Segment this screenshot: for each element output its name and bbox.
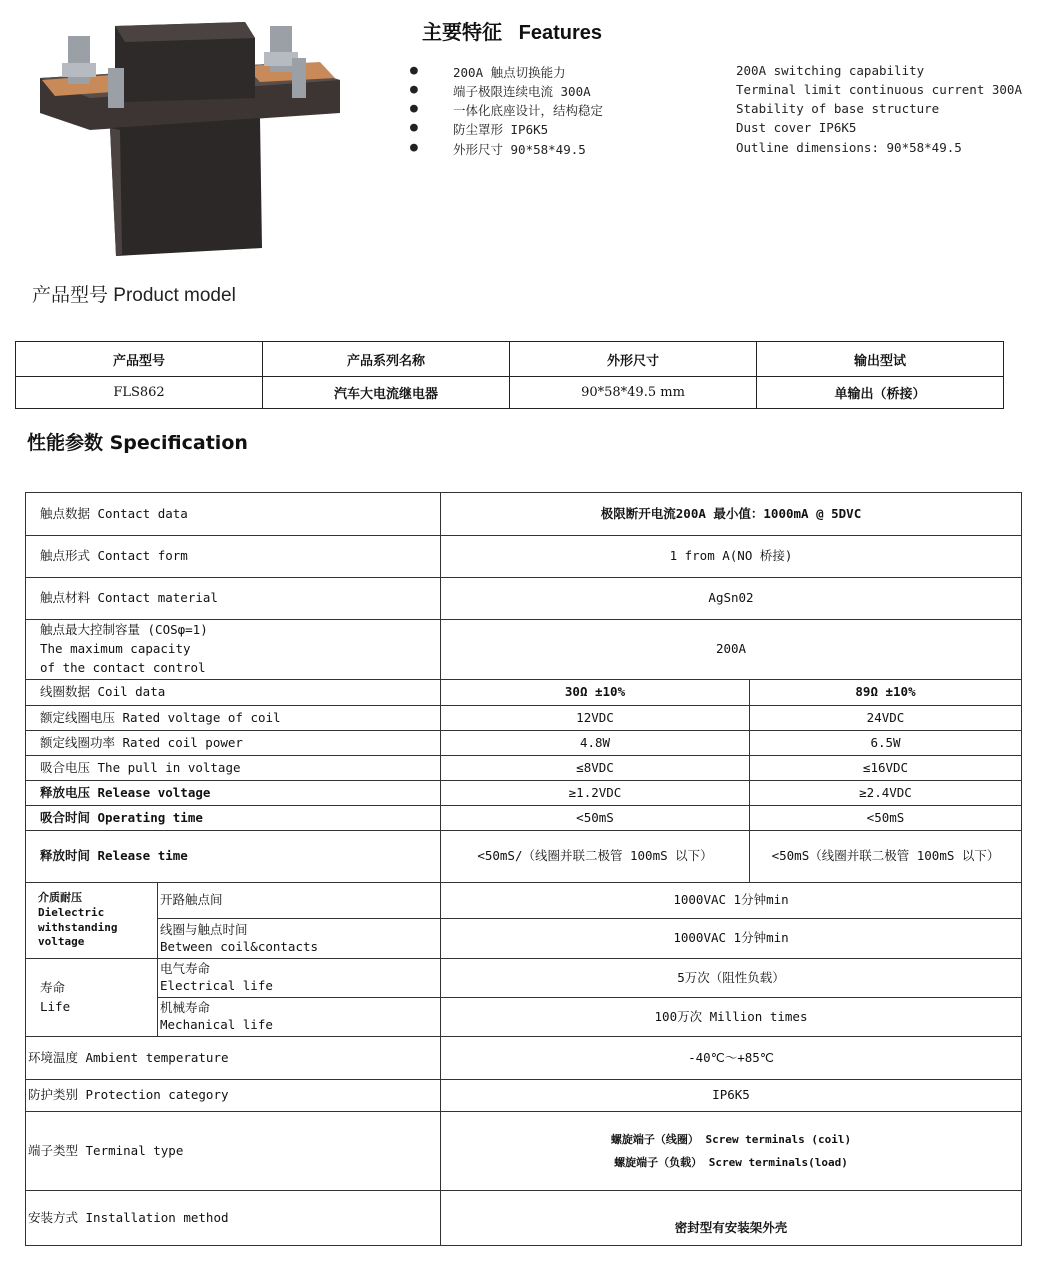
spec-value: ≤16VDC	[750, 756, 1022, 781]
feature-zh: 端子极限连续电流 300A	[453, 84, 591, 99]
header-cell: 输出型试	[757, 342, 1004, 377]
specification-heading: 性能参数 Specification	[27, 432, 248, 454]
spec-value: 24VDC	[750, 706, 1022, 731]
feature-en: Stability of base structure	[736, 101, 940, 116]
relay-product-image	[30, 18, 350, 268]
spec-value: 5万次（阻性负载）	[441, 959, 1022, 998]
product-model-heading: 产品型号 Product model	[32, 285, 236, 306]
spec-row	[26, 1112, 1022, 1191]
header-cell: 外形尺寸	[510, 342, 757, 377]
spec-row	[26, 806, 1022, 831]
spec-group-label	[26, 959, 158, 1037]
spec-row	[26, 536, 1022, 578]
label-line: Dielectric	[38, 905, 105, 919]
spec-value	[441, 1112, 1022, 1191]
spec-row	[26, 706, 1022, 731]
spec-label: 释放时间 Release time	[26, 831, 441, 883]
spec-label: 吸合电压 The pull in voltage	[26, 756, 441, 781]
spec-value: ≥2.4VDC	[750, 781, 1022, 806]
spec-sublabel	[158, 919, 441, 959]
table-row	[16, 377, 1004, 409]
label-line: 机械寿命	[160, 1000, 211, 1016]
spec-row	[26, 731, 1022, 756]
spec-value: <50mS	[750, 806, 1022, 831]
spec-value: IP6K5	[441, 1080, 1022, 1112]
spec-label: 防护类别 Protection category	[26, 1080, 441, 1112]
spec-label: 额定线圈功率 Rated coil power	[26, 731, 441, 756]
feature-item	[410, 101, 1030, 120]
label-line: 寿命	[40, 980, 66, 996]
bullet-icon: ●	[410, 82, 418, 97]
spec-label: 触点数据 Contact data	[26, 493, 441, 536]
spec-value: 密封型有安装架外壳	[441, 1191, 1022, 1246]
label-line: 电气寿命	[160, 961, 211, 977]
header-cell: 产品型号	[16, 342, 263, 377]
spec-value: 1000VAC 1分钟min	[441, 919, 1022, 959]
label-line: voltage	[38, 935, 85, 949]
spec-value: 200A	[441, 620, 1022, 680]
spec-label	[26, 620, 441, 680]
spec-row	[26, 831, 1022, 883]
spec-value: -40℃～+85℃	[441, 1037, 1022, 1080]
spec-sublabel: 开路触点间	[158, 883, 441, 919]
label-line: Between coil&contacts	[160, 938, 319, 954]
spec-row	[26, 493, 1022, 536]
table-cell: 单输出（桥接）	[757, 377, 1004, 409]
label-line: Life	[40, 998, 71, 1014]
label-line: 线圈与触点时间	[160, 921, 248, 937]
spec-value: 100万次 Million times	[441, 998, 1022, 1037]
label-line: withstanding	[38, 920, 118, 934]
spec-sublabel	[158, 998, 441, 1037]
spec-row	[26, 680, 1022, 706]
bullet-icon: ●	[410, 101, 418, 116]
spec-value: <50mS（线圈并联二极管 100mS 以下）	[750, 831, 1022, 883]
label-line: Electrical life	[160, 978, 273, 993]
spec-value: 1000VAC 1分钟min	[441, 883, 1022, 919]
spec-label: 触点形式 Contact form	[26, 536, 441, 578]
feature-zh: 一体化底座设计，结构稳定	[453, 103, 604, 118]
table-cell: 汽车大电流继电器	[263, 377, 510, 409]
label-line: Mechanical life	[160, 1017, 273, 1032]
label-line: of the contact control	[40, 659, 206, 675]
spec-label: 触点材料 Contact material	[26, 578, 441, 620]
spec-label: 端子类型 Terminal type	[26, 1112, 441, 1191]
spec-row	[26, 620, 1022, 680]
spec-value: 1 from A(NO 桥接)	[441, 536, 1022, 578]
feature-item	[410, 82, 1030, 101]
product-model-table	[15, 341, 1004, 409]
spec-label: 吸合时间 Operating time	[26, 806, 441, 831]
spec-row	[26, 1080, 1022, 1112]
feature-en: 200A switching capability	[736, 63, 925, 78]
feature-en: Terminal limit continuous current 300A	[736, 82, 1022, 97]
label-line: 触点最大控制容量 (COSφ=1)	[40, 622, 208, 638]
feature-en: Outline dimensions: 90*58*49.5	[736, 140, 962, 155]
bullet-icon: ●	[410, 63, 418, 78]
spec-value: AgSn02	[441, 578, 1022, 620]
spec-row	[26, 883, 1022, 919]
spec-value: ≤8VDC	[441, 756, 750, 781]
bullet-icon: ●	[410, 140, 418, 155]
feature-zh: 外形尺寸 90*58*49.5	[453, 142, 586, 157]
spec-value: <50mS	[441, 806, 750, 831]
spec-row	[26, 578, 1022, 620]
header-cell: 产品系列名称	[263, 342, 510, 377]
feature-zh: 200A 触点切换能力	[453, 65, 566, 80]
spec-value: 6.5W	[750, 731, 1022, 756]
value-line: 螺旋端子（线圈） Screw terminals (coil)	[610, 1132, 852, 1146]
spec-sublabel	[158, 959, 441, 998]
spec-row	[26, 919, 1022, 959]
feature-item	[410, 140, 1030, 159]
feature-item	[410, 120, 1030, 139]
spec-value: ≥1.2VDC	[441, 781, 750, 806]
table-header-row	[16, 342, 1004, 377]
features-heading: 主要特征 Features	[422, 22, 603, 44]
table-cell: FLS862	[16, 377, 263, 409]
label-line: 介质耐压	[38, 890, 82, 904]
spec-label: 环境温度 Ambient temperature	[26, 1037, 441, 1080]
spec-row	[26, 1037, 1022, 1080]
spec-row	[26, 1191, 1022, 1246]
spec-label: 安装方式 Installation method	[26, 1191, 441, 1246]
spec-value: <50mS/（线圈并联二极管 100mS 以下）	[441, 831, 750, 883]
spec-group-label	[26, 883, 158, 959]
specification-table	[25, 492, 1022, 1246]
spec-value: 30Ω ±10%	[441, 680, 750, 706]
spec-row	[26, 756, 1022, 781]
table-cell: 90*58*49.5 mm	[510, 377, 757, 409]
label-line: The maximum capacity	[40, 641, 191, 657]
spec-value: 12VDC	[441, 706, 750, 731]
value-line: 螺旋端子（负载） Screw terminals(load)	[614, 1156, 848, 1169]
spec-row	[26, 959, 1022, 998]
feature-zh: 防尘罩形 IP6K5	[453, 122, 549, 137]
feature-en: Dust cover IP6K5	[736, 120, 857, 135]
spec-row	[26, 781, 1022, 806]
spec-row	[26, 998, 1022, 1037]
spec-label: 线圈数据 Coil data	[26, 680, 441, 706]
bullet-icon: ●	[410, 120, 418, 135]
spec-value: 89Ω ±10%	[750, 680, 1022, 706]
spec-value: 极限断开电流200A 最小值：1000mA @ 5DVC	[441, 493, 1022, 536]
spec-value: 4.8W	[441, 731, 750, 756]
spec-label: 额定线圈电压 Rated voltage of coil	[26, 706, 441, 731]
spec-label: 释放电压 Release voltage	[26, 781, 441, 806]
feature-item	[410, 63, 1030, 82]
